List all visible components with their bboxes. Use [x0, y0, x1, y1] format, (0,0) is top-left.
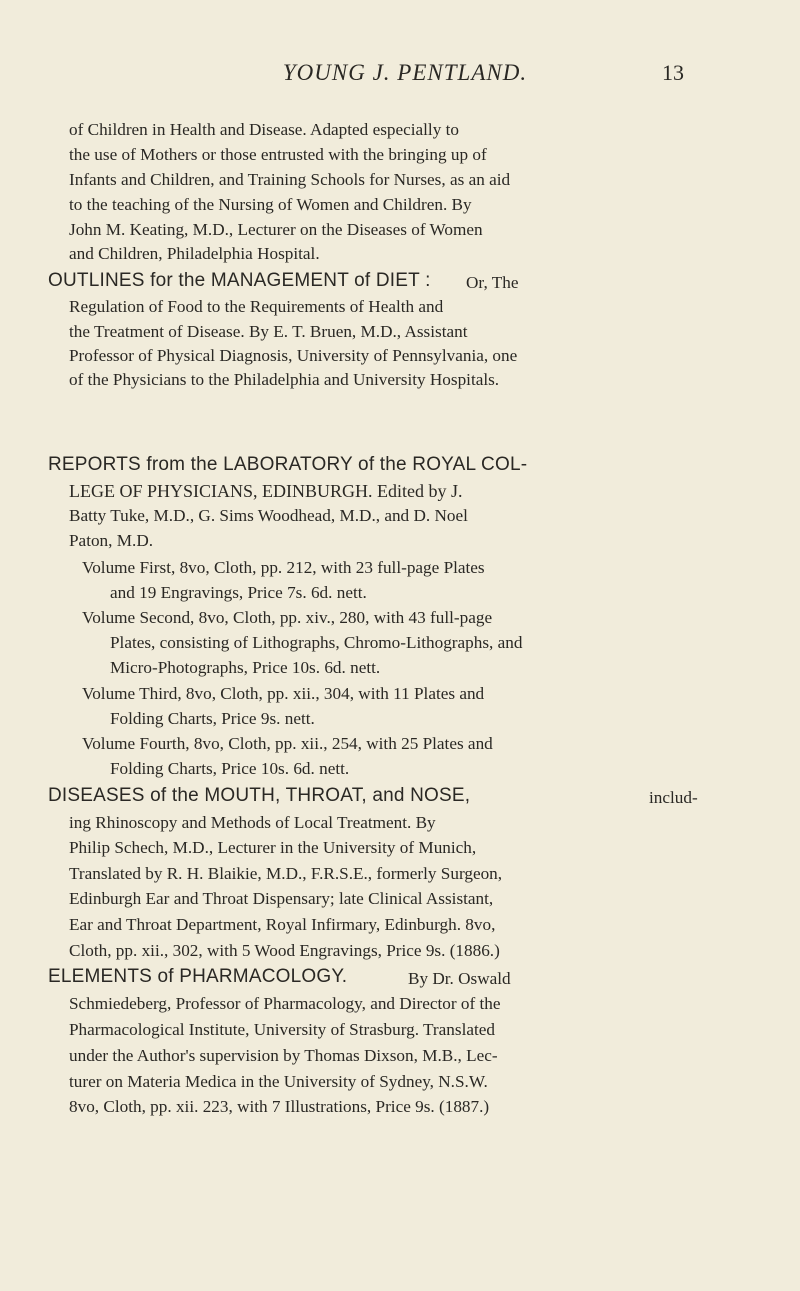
- entry-title: DISEASES of the MOUTH, THROAT, and NOSE,: [48, 785, 471, 806]
- entry-line: ing Rhinoscopy and Methods of Local Treatment. By: [69, 813, 436, 832]
- page-number: 13: [662, 60, 684, 85]
- entry-line: Translated by R. H. Blaikie, M.D., F.R.S.E., formerly Surgeon,: [69, 864, 503, 883]
- entry-line: of the Physicians to the Philadelphia and University Hospitals.: [69, 370, 500, 389]
- entry-line: Regulation of Food to the Requirements of Health and: [69, 297, 444, 316]
- entry-line: includ-: [649, 788, 698, 807]
- entry-line: Paton, M.D.: [69, 531, 154, 550]
- entry-line: Edinburgh Ear and Throat Dispensary; late Clinical Assistant,: [69, 889, 494, 908]
- entry-line: turer on Materia Medica in the University of Sydney, N.S.W.: [69, 1072, 488, 1091]
- volume-line: Volume Third, 8vo, Cloth, pp. xii., 304, with 11 Plates and: [82, 684, 485, 703]
- entry-line: the use of Mothers or those entrusted with the bringing up of: [69, 145, 487, 164]
- entry-line: Cloth, pp. xii., 302, with 5 Wood Engravings, Price 9s. (1886.): [69, 941, 500, 960]
- volume-line: Plates, consisting of Lithographs, Chromo-Lithographs, and: [110, 633, 523, 652]
- volume-line: Volume Fourth, 8vo, Cloth, pp. xii., 254, with 25 Plates and: [82, 734, 493, 753]
- running-title: YOUNG J. PENTLAND.: [282, 60, 528, 85]
- entry-line: LEGE OF PHYSICIANS, EDINBURGH. Edited by J.: [69, 481, 463, 501]
- volume-line: Folding Charts, Price 9s. nett.: [110, 709, 315, 728]
- entry-line: Schmiedeberg, Professor of Pharmacology, and Director of the: [69, 994, 501, 1013]
- entry-line: to the teaching of the Nursing of Women and Children. By: [69, 195, 472, 214]
- volume-line: and 19 Engravings, Price 7s. 6d. nett.: [110, 583, 367, 602]
- entry-line: under the Author's supervision by Thomas Dixson, M.B., Lec-: [69, 1046, 498, 1065]
- entry-line: Pharmacological Institute, University of Strasburg. Translated: [69, 1020, 495, 1039]
- entry-line: John M. Keating, M.D., Lecturer on the Diseases of Women: [69, 220, 483, 239]
- entry-title: REPORTS from the LABORATORY of the ROYAL COL-: [48, 454, 528, 475]
- entry-line: the Treatment of Disease. By E. T. Bruen, M.D., Assistant: [69, 322, 468, 341]
- entry-title: OUTLINES for the MANAGEMENT of DIET :: [48, 270, 431, 291]
- entry-line: By Dr. Oswald: [408, 969, 511, 988]
- entry-line: and Children, Philadelphia Hospital.: [69, 244, 320, 263]
- entry-line: Infants and Children, and Training Schools for Nurses, as an aid: [69, 170, 511, 189]
- entry-line: of Children in Health and Disease. Adapted especially to: [69, 120, 459, 139]
- entry-title: ELEMENTS of PHARMACOLOGY.: [48, 966, 348, 987]
- volume-line: Volume First, 8vo, Cloth, pp. 212, with 23 full-page Plates: [82, 558, 485, 577]
- entry-line: Philip Schech, M.D., Lecturer in the University of Munich,: [69, 838, 477, 857]
- entry-line: Ear and Throat Department, Royal Infirmary, Edinburgh. 8vo,: [69, 915, 496, 934]
- entry-line: 8vo, Cloth, pp. xii. 223, with 7 Illustrations, Price 9s. (1887.): [69, 1097, 490, 1116]
- volume-line: Micro-Photographs, Price 10s. 6d. nett.: [110, 658, 381, 677]
- volume-line: Folding Charts, Price 10s. 6d. nett.: [110, 759, 350, 778]
- volume-line: Volume Second, 8vo, Cloth, pp. xiv., 280, with 43 full-page: [82, 608, 493, 627]
- entry-line: Batty Tuke, M.D., G. Sims Woodhead, M.D., and D. Noel: [69, 506, 468, 525]
- entry-line: Or, The: [466, 273, 519, 292]
- entry-line: Professor of Physical Diagnosis, University of Pennsylvania, one: [69, 346, 518, 365]
